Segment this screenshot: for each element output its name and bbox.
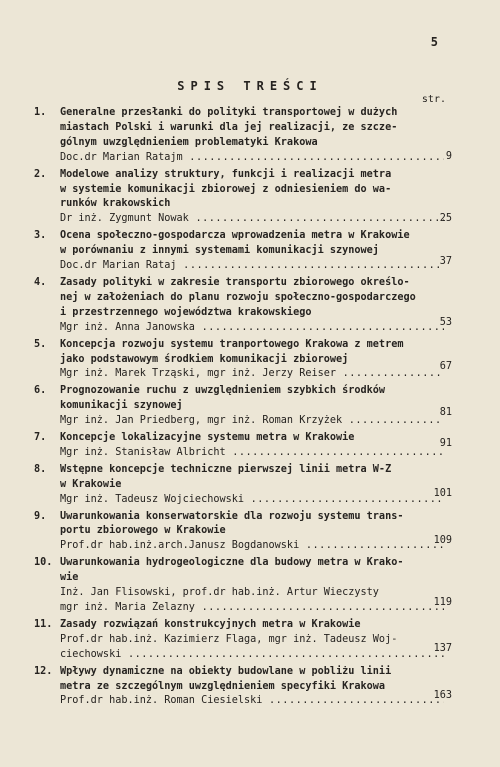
toc-entry [34, 229, 452, 274]
entry-title-line: w Krakowie [60, 478, 122, 490]
entry-author: Mgr inż. Anna Janowska ..... [60, 321, 444, 336]
entry-page: 53 [439, 316, 452, 328]
entry-number: 2. [34, 168, 47, 180]
entry-number: 12. [34, 665, 53, 677]
entry-page: 119 [433, 597, 452, 609]
entry-title-line: w systemie komunikacji zbiorowej z odniesieniem do wa- [60, 183, 392, 195]
entry-number: 6. [34, 385, 47, 397]
entry-number: 5. [34, 338, 47, 350]
entry-title-line: portu zbiorowego w Krakowie [60, 525, 226, 537]
entry-number: 4. [34, 276, 47, 288]
entry-author: Prof.dr hab.inż.arch.Janusz Bogdanowski ..... [60, 539, 444, 554]
entry-title-line: Zasady rozwiązań konstrukcyjnych metra w Krakowie [60, 618, 361, 630]
entry-author: Mgr inż. Marek Trząski, mgr inż. Jerzy Reiser ..... [60, 367, 444, 382]
toc-entry [34, 510, 452, 555]
entry-title-line: i przestrzennego województwa krakowskiego [60, 306, 312, 318]
entry-title-line: wie [60, 572, 79, 584]
toc-entry [34, 168, 452, 228]
toc-entry [34, 338, 452, 383]
entry-title-line: metra ze szczególnym uwzględnieniem specyfiki Krakowa [60, 680, 386, 692]
entry-title-line: Prognozowanie ruchu z uwzględnieniem szybkich środków [60, 385, 386, 397]
entry-author: Mgr inż. Jan Priedberg, mgr inż. Roman Krzyżek ..... [60, 414, 444, 429]
entry-page: 101 [433, 487, 452, 499]
entry-title-line: gólnym uwzględnieniem problematyki Krakowa [60, 136, 318, 148]
entry-title-line: Generalne przesłanki do polityki transportowej w dużych [60, 107, 398, 118]
entry-title-line: Wpływy dynamiczne na obiekty budowlane w pobliżu linii [60, 665, 392, 677]
entry-number: 3. [34, 230, 47, 242]
entry-number: 7. [34, 432, 47, 444]
toc-entry [34, 463, 452, 508]
entry-author: Dr inż. Zygmunt Nowak ..... [60, 212, 444, 227]
toc-entry [34, 431, 452, 461]
entry-number: 9. [34, 510, 47, 522]
entry-page: 81 [439, 407, 452, 419]
entry-page: 9 [445, 151, 452, 162]
toc-entry [34, 556, 452, 616]
entry-title-line: Modelowe analizy struktury, funkcji i realizacji metra [60, 168, 392, 180]
entry-number: 11. [34, 618, 53, 630]
entry-title-line: Zasady polityki w zakresie transportu zbiorowego określo- [60, 276, 410, 288]
entry-title-line: Koncepcje lokalizacyjne systemu metra w Krakowie [60, 432, 355, 444]
entry-author: Mgr inż. Stanisław Albricht ..... [60, 446, 444, 461]
entry-author: Doc.dr Marian Ratajm ..... [60, 151, 444, 166]
entry-title-line: miastach Polski i warunki dla jej realizacji, ze szcze- [60, 121, 398, 133]
page-column-label: str. [421, 94, 446, 105]
entry-title-line: w porównaniu z innymi systemami komunikacji szynowej [60, 245, 379, 257]
entry-author: mgr inż. Maria Żelazny ..... [60, 601, 444, 616]
entry-page: 25 [439, 212, 452, 224]
toc-entry [34, 276, 452, 336]
toc-entry [34, 618, 452, 663]
entry-title-line: Prof.dr hab.inż. Kazimierz Flaga, mgr inż. Tadeusz Woj- [60, 633, 398, 645]
entry-number: 8. [34, 463, 47, 475]
entry-page: 137 [433, 642, 452, 654]
entry-page: 37 [439, 256, 452, 268]
entry-page: 163 [433, 689, 452, 701]
entry-number: 1. [34, 107, 47, 118]
toc-title: SPIS TREŚCI [177, 79, 323, 93]
table-of-contents [34, 106, 452, 709]
page-number: 5 [430, 35, 438, 49]
entry-page: 67 [439, 360, 452, 372]
entry-title-line: Uwarunkowania konserwatorskie dla rozwoju systemu trans- [60, 510, 404, 522]
entry-number: 10. [34, 557, 53, 569]
entry-page: 91 [439, 438, 452, 450]
entry-author: Prof.dr hab.inż. Roman Ciesielski ..... [60, 694, 444, 709]
entry-title-line: Wstępne koncepcje techniczne pierwszej linii metra W-Z [60, 463, 392, 475]
entry-title-line: runków krakowskich [60, 198, 171, 210]
entry-title-line: jako podstawowym środkiem komunikacji zbiorowej [60, 353, 349, 365]
entry-title-line: Ocena społeczno-gospodarcza wprowadzenia metra w Krakowie [60, 230, 410, 242]
entry-author: Mgr inż. Tadeusz Wojciechowski ..... [60, 493, 444, 508]
toc-entry [34, 384, 452, 429]
entry-title-line: Inż. Jan Flisowski, prof.dr hab.inż. Artur Wieczysty [60, 587, 379, 599]
entry-title-line: Uwarunkowania hydrogeologiczne dla budowy metra w Krako- [60, 557, 404, 569]
entry-title-line: komunikacji szynowej [60, 400, 183, 412]
entry-author: ciechowski ..... [60, 648, 444, 663]
entry-author: Doc.dr Marian Rataj ..... [60, 259, 444, 274]
entry-title-line: nej w założeniach do planu rozwoju społeczno-gospodarczego [60, 291, 416, 303]
toc-entry [34, 106, 452, 166]
toc-entry [34, 665, 452, 710]
entry-page: 109 [433, 534, 452, 546]
entry-title-line: Koncepcja rozwoju systemu tranportowego Krakowa z metrem [60, 338, 404, 350]
